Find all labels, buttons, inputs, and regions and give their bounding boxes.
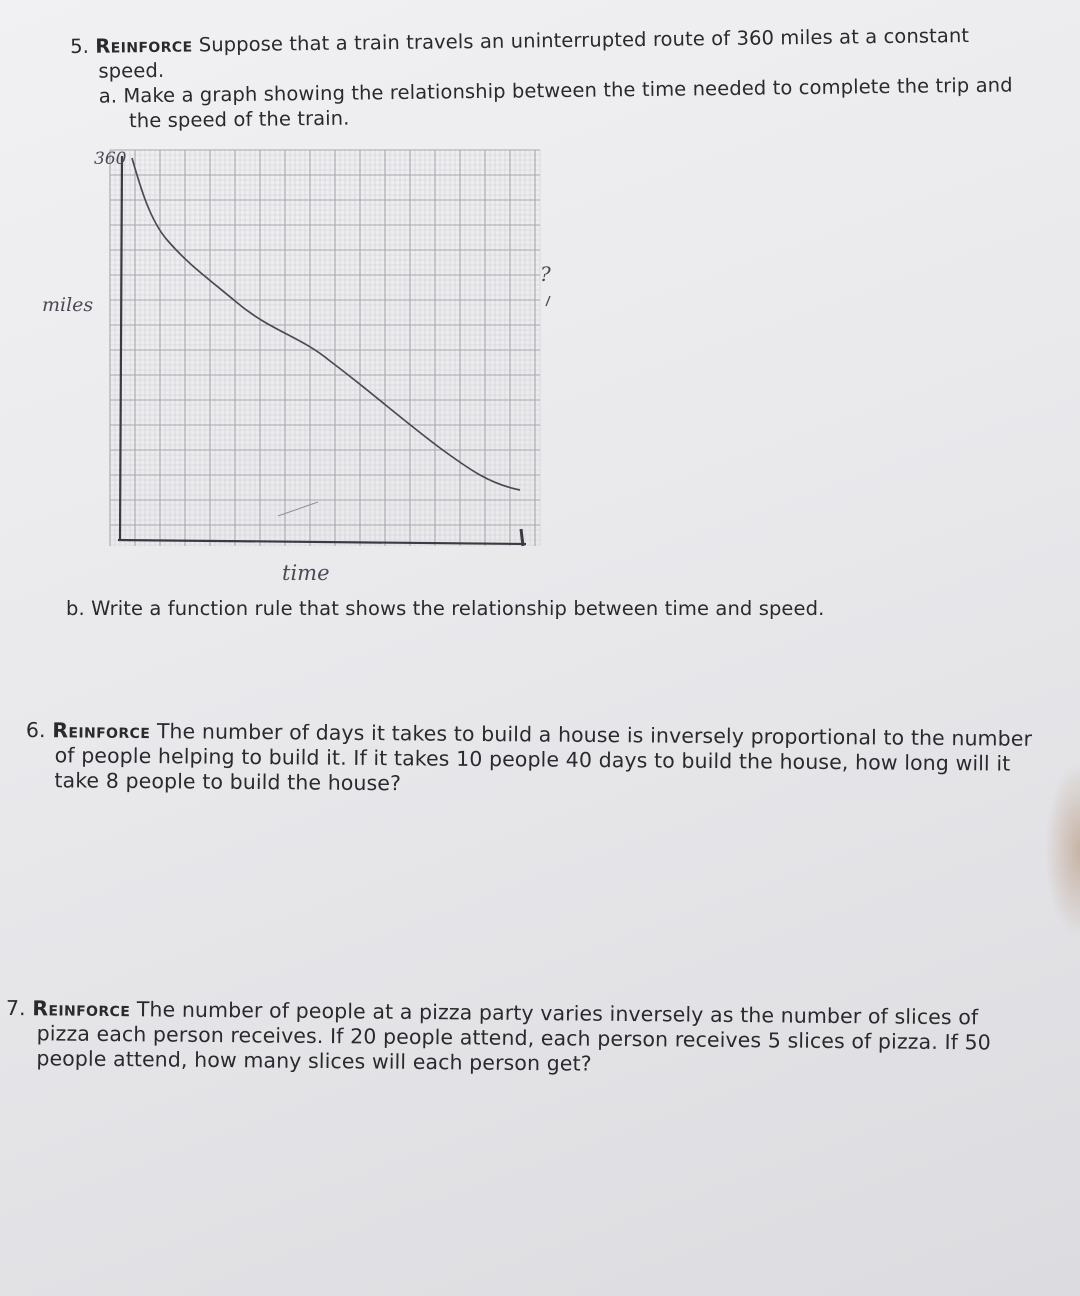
problem-6-text-3: take 8 people to build the house? — [54, 768, 402, 796]
problem-5a-label: a. — [98, 84, 118, 108]
problem-7-number: 7. — [5, 996, 26, 1021]
problem-5a-text-1: Make a graph showing the relationship between the time needed to complete the trip and — [123, 73, 1013, 108]
problem-7-tag: Reinforce — [32, 996, 131, 1022]
right-tick-mark — [546, 296, 550, 306]
problem-5b — [66, 596, 824, 621]
problem-5-tag: Reinforce — [95, 33, 193, 58]
problem-6 — [25, 718, 1032, 802]
problem-5-text-2: speed. — [98, 58, 165, 83]
problem-7-text-3: people attend, how many slices will each person get? — [36, 1046, 592, 1076]
problem-5b-label: b. — [66, 597, 85, 620]
problem-6-text-2: of people helping to build it. If it takes 10 people 40 days to build the house, how long will it — [54, 743, 1011, 776]
problem-5-number: 5. — [70, 34, 90, 58]
y-axis-label: miles — [42, 294, 94, 316]
problem-7-text-1: The number of people at a pizza party varies inversely as the number of slices of — [136, 997, 979, 1030]
graph-paper — [30, 136, 560, 586]
x-axis-label: time — [282, 561, 330, 585]
problem-6-tag: Reinforce — [52, 718, 151, 744]
problem-5-text-1: Suppose that a train travels an uninterrupted route of 360 miles at a constant — [198, 24, 970, 57]
page-shadow — [1044, 760, 1080, 940]
problem-5a-text-2: the speed of the train. — [128, 106, 350, 133]
pencil-stray-mark — [278, 502, 318, 516]
y-top-label: 360 — [94, 149, 127, 169]
problem-6-text-1: The number of days it takes to build a house is inversely proportional to the number — [156, 719, 1033, 751]
problem-5b-text: Write a function rule that shows the relationship between time and speed. — [91, 597, 825, 620]
y-axis — [120, 156, 122, 540]
problem-7-text-2: pizza each person receives. If 20 people attend, each person receives 5 slices of pizza. If 50 — [36, 1021, 991, 1055]
problem-7 — [5, 996, 991, 1080]
grid-minor-lines — [110, 150, 540, 546]
problem-6-number: 6. — [25, 718, 46, 743]
problem-5 — [70, 22, 1013, 134]
right-question-mark: ? — [540, 262, 551, 286]
x-axis-tick-mark — [521, 529, 523, 546]
